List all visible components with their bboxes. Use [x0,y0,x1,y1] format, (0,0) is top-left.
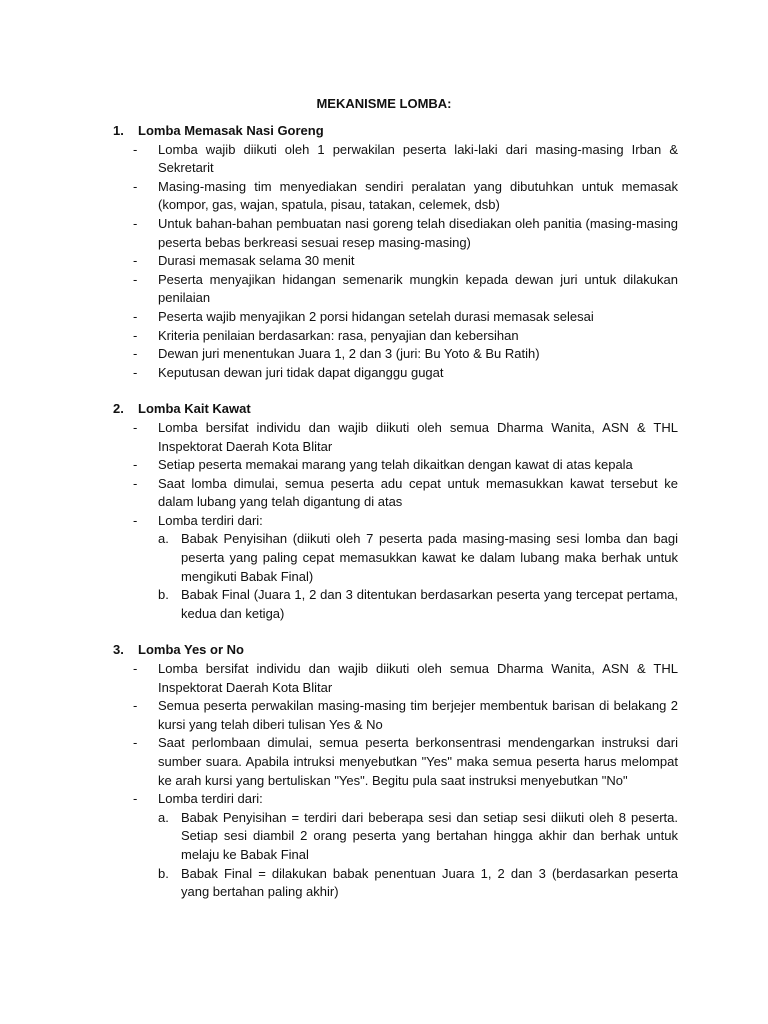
rule-body [158,364,678,383]
rule-text: Setiap peserta memakai marang yang telah dikaitkan dengan kawat di atas kepala [158,457,633,473]
rule-item [133,790,678,902]
rule-body [158,790,678,902]
rule-body [158,345,678,364]
rule-item [133,271,678,308]
rule-body [158,512,678,624]
rule-body [158,456,678,475]
sub-item-text: Babak Final = dilakukan babak penentuan Juara 1, 2 dan 3 (berdasarkan peserta yang bertahan paling akhir) [181,865,678,900]
page-title: MEKANISME LOMBA: [316,96,452,111]
section-number: 2. [113,401,124,417]
rule-text: Untuk bahan-bahan pembuatan nasi goreng telah disediakan oleh panitia (masing-masing peserta bebas berkreasi sesuai resep masing-masing) [158,215,678,250]
rule-text: Dewan juri menentukan Juara 1, 2 dan 3 (juri: Bu Yoto & Bu Ratih) [158,346,540,362]
rule-body [158,475,678,512]
bullet-dash: - [133,512,138,528]
rule-text: Lomba terdiri dari: [158,512,263,528]
rule-text: Lomba wajib diikuti oleh 1 perwakilan peserta laki-laki dari masing-masing Irban & Sekretarit [158,141,678,176]
bullet-dash: - [133,253,138,269]
rule-list [113,141,678,383]
bullet-dash: - [133,327,138,343]
rule-text: Keputusan dewan juri tidak dapat diganggu gugat [158,364,444,380]
rule-body [158,660,678,697]
bullet-dash: - [133,178,138,194]
rule-text: Saat perlombaan dimulai, semua peserta berkonsentrasi mendengarkan instruksi dari sumber suara. Apabila intruksi menyebutkan "Yes" maka semua peserta harus melompat ke arah kursi yang bertuliskan "Yes". Begitu pula saat instruksi menyebutkan "No" [158,735,678,788]
rule-list [113,419,678,624]
bullet-dash: - [133,698,138,714]
rule-text: Semua peserta perwakilan masing-masing tim berjejer membentuk barisan di belakang 2 kursi yang telah diberi tulisan Yes & No [158,698,678,732]
bullet-dash: - [133,457,138,473]
rule-item [133,141,678,178]
sub-item-label: a. [158,531,169,547]
rule-item [133,512,678,624]
bullet-dash: - [133,346,138,362]
rule-item [133,660,678,697]
sub-item-text: Babak Final (Juara 1, 2 dan 3 ditentukan berdasarkan peserta yang tercepat pertama, kedua dan ketiga) [181,587,678,621]
rule-text: Peserta wajib menyajikan 2 porsi hidangan setelah durasi memasak selesai [158,308,594,324]
sub-item [158,865,678,902]
rule-item [133,308,678,327]
section [113,122,678,382]
rule-text: Peserta menyajikan hidangan semenarik mungkin kepada dewan juri untuk dilakukan penilaian [158,271,678,306]
rule-item [133,419,678,456]
rule-item [133,697,678,734]
rule-text: Masing-masing tim menyediakan sendiri peralatan yang dibutuhkan untuk memasak (kompor, gas, wajan, spatula, pisau, tatakan, celemek, dsb) [158,178,678,213]
rule-text: Durasi memasak selama 30 menit [158,253,355,269]
section [113,641,678,901]
rule-text: Lomba terdiri dari: [158,791,263,807]
rule-body [158,327,678,346]
section-number: 1. [113,123,124,138]
sub-item-label: b. [158,865,169,881]
bullet-dash: - [133,735,138,751]
rule-text: Saat lomba dimulai, semua peserta adu cepat untuk memasukkan kawat tersebut ke dalam lubang yang telah digantung di atas [158,475,678,510]
rule-text: Kriteria penilaian berdasarkan: rasa, penyajian dan kebersihan [158,327,519,343]
bullet-dash: - [133,475,138,491]
rule-item [133,327,678,346]
rule-text: Lomba bersifat individu dan wajib diikuti oleh semua Dharma Wanita, ASN & THL Inspektorat Daerah Kota Blitar [158,419,678,454]
rule-body [158,308,678,327]
rule-item [133,215,678,252]
section-title: Lomba Memasak Nasi Goreng [138,123,324,138]
section [113,400,678,623]
rule-list [113,660,678,902]
bullet-dash: - [133,141,138,157]
section-heading [113,400,678,419]
bullet-dash: - [133,661,138,677]
rule-body [158,215,678,252]
sub-item [158,586,678,623]
section-title: Lomba Kait Kawat [138,401,251,417]
sub-item [158,530,678,586]
rule-body [158,252,678,271]
section-title: Lomba Yes or No [138,642,244,658]
rule-item [133,345,678,364]
rule-text: Lomba bersifat individu dan wajib diikuti oleh semua Dharma Wanita, ASN & THL Inspektorat Daerah Kota Blitar [158,661,678,695]
bullet-dash: - [133,215,138,231]
rule-item [133,364,678,383]
rule-item [133,475,678,512]
sub-item-text: Babak Penyisihan = terdiri dari beberapa sesi dan setiap sesi diikuti oleh 8 peserta. Setiap sesi diambil 2 orang peserta yang bertahan hingga akhir dan berhak untuk melaju ke Babak Final [181,809,678,862]
rule-item [133,252,678,271]
rule-body [158,141,678,178]
rule-item [133,734,678,790]
bullet-dash: - [133,419,138,435]
sub-list [158,530,678,623]
sub-item-label: a. [158,809,169,825]
sub-item [158,809,678,865]
bullet-dash: - [133,271,138,287]
rule-item [133,178,678,215]
rule-item [133,456,678,475]
section-heading [113,641,678,660]
rule-body [158,178,678,215]
sub-item-text: Babak Penyisihan (diikuti oleh 7 peserta pada masing-masing sesi lomba dan bagi peserta yang paling cepat memasukkan kawat ke dalam lubang maka berhak untuk mengikuti Babak Final) [181,531,678,584]
section-heading [113,122,678,141]
bullet-dash: - [133,308,138,324]
rule-body [158,271,678,308]
rule-body [158,419,678,456]
bullet-dash: - [133,791,138,807]
document-body [113,122,678,920]
rule-body [158,734,678,790]
section-number: 3. [113,642,124,658]
sub-list [158,809,678,902]
rule-body [158,697,678,734]
sub-item-label: b. [158,587,169,603]
bullet-dash: - [133,364,138,380]
